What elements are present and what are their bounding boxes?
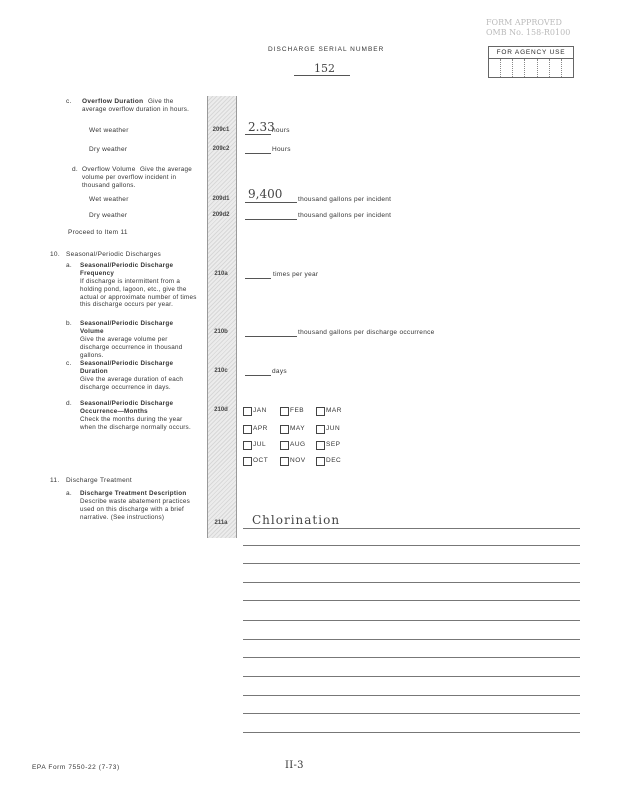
dry-volume-field[interactable] xyxy=(245,219,297,220)
form-approved-stamp: FORM APPROVED xyxy=(486,18,562,27)
wet-volume-unit: thousand gallons per incident xyxy=(298,196,392,203)
item-10b-title: Seasonal/Periodic Discharge Volume xyxy=(80,320,174,335)
code-210c: 210c xyxy=(214,368,228,374)
month-checkbox-may[interactable] xyxy=(280,425,289,434)
code-210a: 210a xyxy=(214,271,228,277)
item-10b-label: b. xyxy=(66,320,73,327)
month-checkbox-nov[interactable] xyxy=(280,457,289,466)
narrative-line[interactable] xyxy=(243,695,580,696)
treatment-description-value[interactable]: Chlorination xyxy=(252,513,341,527)
item-11-title: Discharge Treatment xyxy=(66,477,133,484)
code-209c2: 209c2 xyxy=(212,146,230,152)
item-10d-label: d. xyxy=(66,400,73,407)
item-11a-label: a. xyxy=(66,490,73,497)
narrative-line[interactable] xyxy=(243,676,580,677)
duration-field[interactable] xyxy=(245,375,271,376)
narrative-line[interactable] xyxy=(243,732,580,733)
month-checkbox-feb[interactable] xyxy=(280,407,289,416)
item-c-wet-label: Wet weather xyxy=(89,127,129,134)
omb-number-stamp: OMB No. 158-R0100 xyxy=(486,28,571,37)
code-210b: 210b xyxy=(214,329,228,335)
item-10a-title: Seasonal/Periodic Discharge Frequency xyxy=(80,262,174,277)
code-209c1: 209c1 xyxy=(212,127,230,133)
month-checkbox-jan[interactable] xyxy=(243,407,252,416)
item-10b-text: Give the average volume per discharge occurrence in thousand gallons. xyxy=(80,336,183,359)
agency-use-cells xyxy=(489,59,573,77)
item-c-dry-label: Dry weather xyxy=(89,146,128,153)
dry-duration-field[interactable] xyxy=(245,153,271,154)
serial-number-title: DISCHARGE SERIAL NUMBER xyxy=(268,46,385,53)
wet-weather-volume-value[interactable]: 9,400 xyxy=(248,187,283,201)
narrative-line[interactable] xyxy=(243,528,580,529)
code-211a: 211a xyxy=(214,520,228,526)
agency-use-title: FOR AGENCY USE xyxy=(489,47,573,59)
month-label-jan: JAN xyxy=(253,407,267,414)
month-checkbox-apr[interactable] xyxy=(243,425,252,434)
item-10a-label: a. xyxy=(66,262,73,269)
month-label-apr: APR xyxy=(253,425,268,432)
item-c-title: Overflow Duration xyxy=(82,98,144,105)
month-label-aug: AUG xyxy=(290,441,306,448)
frequency-unit: times per year xyxy=(273,271,319,278)
form-identifier: EPA Form 7550-22 (7-73) xyxy=(32,764,120,771)
dry-duration-unit: Hours xyxy=(272,146,291,153)
narrative-line[interactable] xyxy=(243,713,580,714)
month-checkbox-oct[interactable] xyxy=(243,457,252,466)
item-c-text: Give the average overflow duration in hours. xyxy=(82,98,190,113)
month-label-sep: SEP xyxy=(326,441,341,448)
narrative-line[interactable] xyxy=(243,563,580,564)
code-column xyxy=(207,96,237,538)
narrative-line[interactable] xyxy=(243,582,580,583)
wet-duration-line xyxy=(245,134,271,135)
item-d-text: Give the average volume per overflow incident in thousand gallons. xyxy=(82,166,192,189)
month-checkbox-jul[interactable] xyxy=(243,441,252,450)
serial-number-value: 152 xyxy=(314,62,335,75)
proceed-to-item-11: Proceed to Item 11 xyxy=(68,229,128,236)
narrative-line[interactable] xyxy=(243,600,580,601)
month-label-jul: JUL xyxy=(253,441,267,448)
month-label-dec: DEC xyxy=(326,457,342,464)
item-d-label: d. xyxy=(72,166,79,173)
item-10a-text: If discharge is intermittent from a holding pond, lagoon, etc., give the actual or approximate number of times this discharge occurs per year. xyxy=(80,278,197,309)
item-d-title: Overflow Volume xyxy=(82,166,136,173)
wet-volume-line xyxy=(245,202,297,203)
code-210d: 210d xyxy=(214,407,228,413)
agency-use-box xyxy=(488,46,574,78)
month-label-oct: OCT xyxy=(253,457,269,464)
code-209d1: 209d1 xyxy=(212,196,230,202)
item-11a-title: Discharge Treatment Description xyxy=(80,490,187,497)
code-209d2: 209d2 xyxy=(212,212,230,218)
volume-field[interactable] xyxy=(245,336,297,337)
month-checkbox-aug[interactable] xyxy=(280,441,289,450)
narrative-line[interactable] xyxy=(243,620,580,621)
narrative-line[interactable] xyxy=(243,639,580,640)
month-checkbox-dec[interactable] xyxy=(316,457,325,466)
volume-unit: thousand gallons per discharge occurrence xyxy=(298,329,435,336)
item-10c-label: c. xyxy=(66,360,72,367)
item-d-dry-label: Dry weather xyxy=(89,212,128,219)
item-11a-text: Describe waste abatement practices used on this discharge with a brief narrative. (See instructions) xyxy=(80,498,190,521)
wet-duration-unit: hours xyxy=(272,127,290,134)
month-label-nov: NOV xyxy=(290,457,306,464)
serial-number-underline xyxy=(294,75,350,76)
item-d-wet-label: Wet weather xyxy=(89,196,129,203)
frequency-field[interactable] xyxy=(245,278,271,279)
wet-weather-duration-value[interactable]: 2.33 xyxy=(248,120,275,134)
duration-unit: days xyxy=(272,368,287,375)
item-10c-title: Seasonal/Periodic Discharge Duration xyxy=(80,360,174,375)
month-label-may: MAY xyxy=(290,425,306,432)
month-checkbox-sep[interactable] xyxy=(316,441,325,450)
month-label-jun: JUN xyxy=(326,425,341,432)
dry-volume-unit: thousand gallons per incident xyxy=(298,212,392,219)
month-checkbox-jun[interactable] xyxy=(316,425,325,434)
narrative-line[interactable] xyxy=(243,545,580,546)
item-11-number: 11. xyxy=(50,477,60,484)
item-10d-text: Check the months during the year when the discharge normally occurs. xyxy=(80,416,191,431)
month-checkbox-mar[interactable] xyxy=(316,407,325,416)
item-c-label: c. xyxy=(66,98,72,105)
narrative-line[interactable] xyxy=(243,657,580,658)
item-10d-title: Seasonal/Periodic Discharge Occurrence—Months xyxy=(80,400,174,415)
month-label-mar: MAR xyxy=(326,407,342,414)
item-10-title: Seasonal/Periodic Discharges xyxy=(66,251,162,258)
item-10c-text: Give the average duration of each discharge occurrence in days. xyxy=(80,376,184,391)
month-label-feb: FEB xyxy=(290,407,305,414)
page-number: II-3 xyxy=(285,760,304,771)
item-10-number: 10. xyxy=(50,251,60,258)
